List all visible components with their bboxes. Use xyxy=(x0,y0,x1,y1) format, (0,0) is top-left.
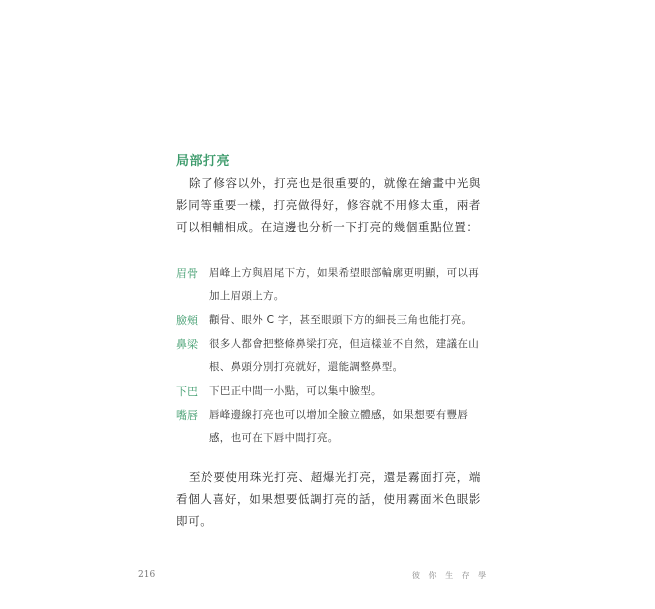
term-description: 唇峰邊線打亮也可以增加全臉立體感，如果想要有豐唇感，也可在下唇中間打亮。 xyxy=(209,409,469,444)
term-row-cheek xyxy=(176,309,486,332)
running-title: 彼 你 生 存 學 xyxy=(412,571,490,580)
term-description: 很多人都會把整條鼻梁打亮，但這樣並不自然，建議在山根、鼻頭分別打亮就好，還能調整鼻型。 xyxy=(209,338,479,373)
term-label: 鼻梁 xyxy=(176,338,198,351)
highlight-terms-list xyxy=(176,262,486,451)
page-number: 216 xyxy=(138,570,156,580)
term-label: 下巴 xyxy=(176,385,198,398)
term-label: 臉頰 xyxy=(176,314,198,327)
closing-paragraph: 至於要使用珠光打亮、超爆光打亮，還是霧面打亮，端看個人喜好，如果想要低調打亮的話，使用霧面米色眼影即可。 xyxy=(176,470,481,528)
term-row-lips xyxy=(176,404,486,450)
term-row-chin xyxy=(176,380,486,403)
term-label: 嘴唇 xyxy=(176,409,198,422)
term-row-brow-bone xyxy=(176,262,486,308)
term-description: 顴骨、眼外 C 字，甚至眼頭下方的細長三角也能打亮。 xyxy=(209,314,473,326)
term-row-nose-bridge xyxy=(176,333,486,379)
section-heading: 局部打亮 xyxy=(176,154,231,169)
term-description: 眉峰上方與眉尾下方，如果希望眼部輪廓更明顯，可以再加上眉頭上方。 xyxy=(209,267,479,302)
intro-paragraph: 除了修容以外，打亮也是很重要的，就像在繪畫中光與影同等重要一樣，打亮做得好，修容就不用修太重，兩者可以相輔相成。在這邊也分析一下打亮的幾個重點位置： xyxy=(176,176,481,234)
term-description: 下巴正中間一小點，可以集中臉型。 xyxy=(209,385,382,397)
term-label: 眉骨 xyxy=(176,267,198,280)
